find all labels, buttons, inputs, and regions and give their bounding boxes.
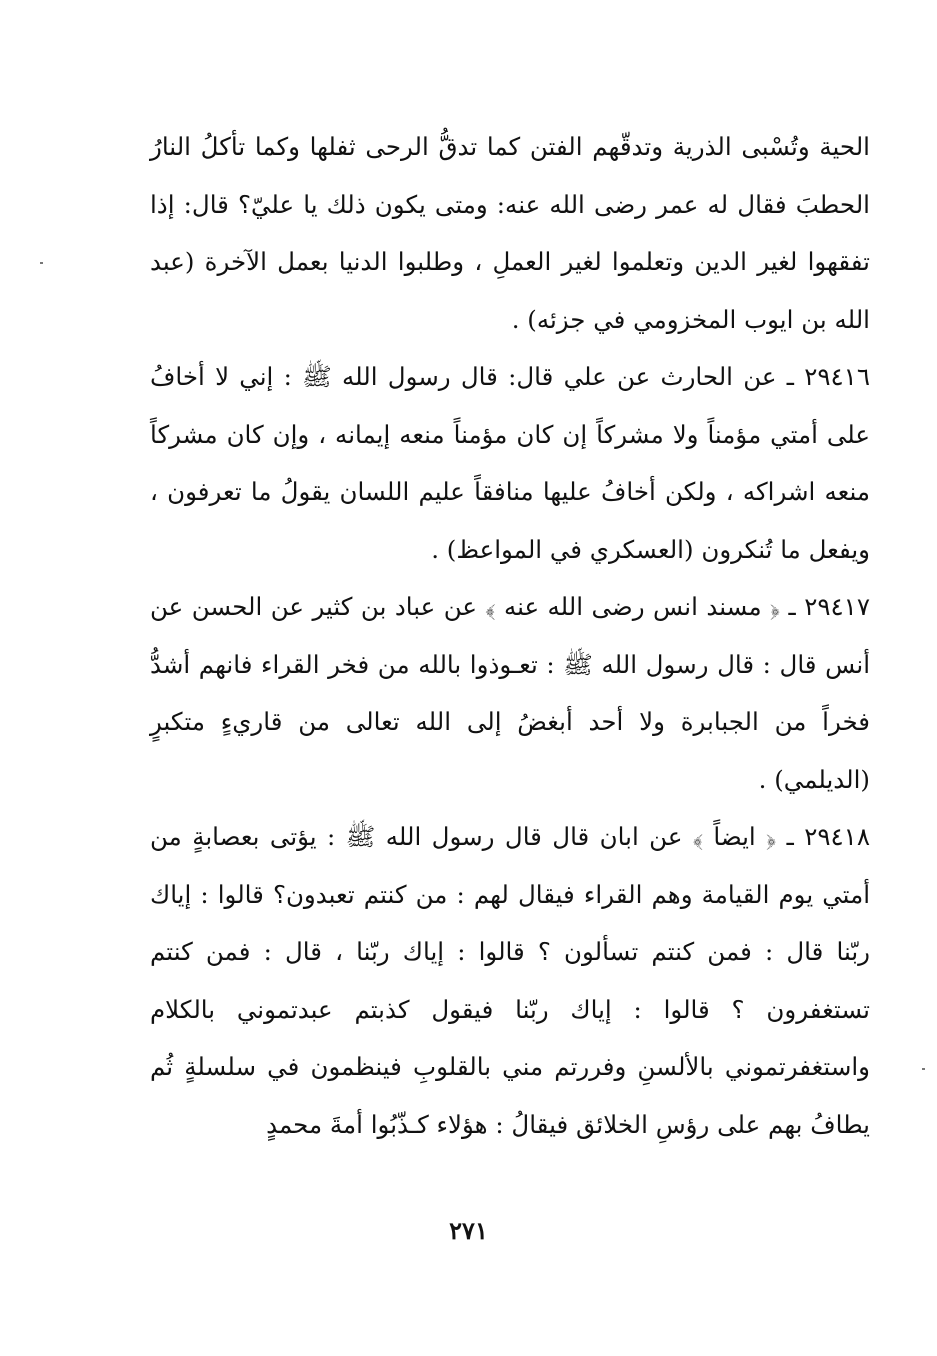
scan-speck bbox=[40, 262, 43, 264]
body-text bbox=[150, 118, 870, 1153]
paragraph-continuation: الحية وتُسْبى الذرية وتدقّهم الفتن كما تدقُّ الرحى ثفلها وكما تأكلُ النارُ الحطبَ فقال له عمر رضى الله عنه: ومتى يكون ذلك يا عليّ؟ قال: إذا تفقهوا لغير الدين وتعلموا لغير العملِ ، وطلبوا الدنيا بعمل الآخرة (عبد الله بن ايوب المخزومي في جزئه) . bbox=[150, 132, 870, 334]
scan-speck bbox=[922, 1068, 925, 1070]
paragraph-hadith-29416: ٢٩٤١٦ ـ عن الحارث عن علي قال: قال رسول الله ﷺ : إني لا أخافُ على أمتي مؤمناً ولا مشركاً إن كان مؤمناً منعه إيمانه ، وإن كان مشركاً منعه اشراكه ، ولكن أخافُ عليها منافقاً عليم اللسان يقولُ ما تعرفون ، ويفعل ما تُنكرون (العسكري في المواعظ) . bbox=[150, 362, 870, 564]
paragraph-hadith-29418: ٢٩٤١٨ ـ ﴿ ايضاً ﴾ عن ابان قال قال رسول الله ﷺ : يؤتى بعصابةٍ من أمتي يوم القيامة وهم القراء فيقال لهم : من كنتم تعبدون؟ قالوا : إياك ربّنا قال : فمن كنتم تسألون ؟ قالوا : إياك ربّنا ، قال : فمن كنتم تستغفرون ؟ قالوا : إياك ربّنا فيقول كذبتم عبدتموني بالكلام واستغفرتموني بالألسنِ وفررتم مني بالقلوبِ فينظمون في سلسلةٍ ثُم يطافُ بهم على رؤسِ الخلائق فيقالُ : هؤلاء كـذّبُوا أمةَ محمدٍ bbox=[150, 822, 870, 1139]
page-number: ٢٧١ bbox=[449, 1216, 488, 1245]
paragraph-hadith-29417: ٢٩٤١٧ ـ ﴿ مسند انس رضى الله عنه ﴾ عن عباد بن كثير عن الحسن عن أنس قال : قال رسول الله ﷺ : تعـوذوا بالله من فخر القراء فانهم أشدُّ فخراً من الجبابرة ولا أحد أبغضُ إلى الله تعالى من قاريءٍ متكبرٍ (الديلمي) . bbox=[150, 592, 870, 794]
